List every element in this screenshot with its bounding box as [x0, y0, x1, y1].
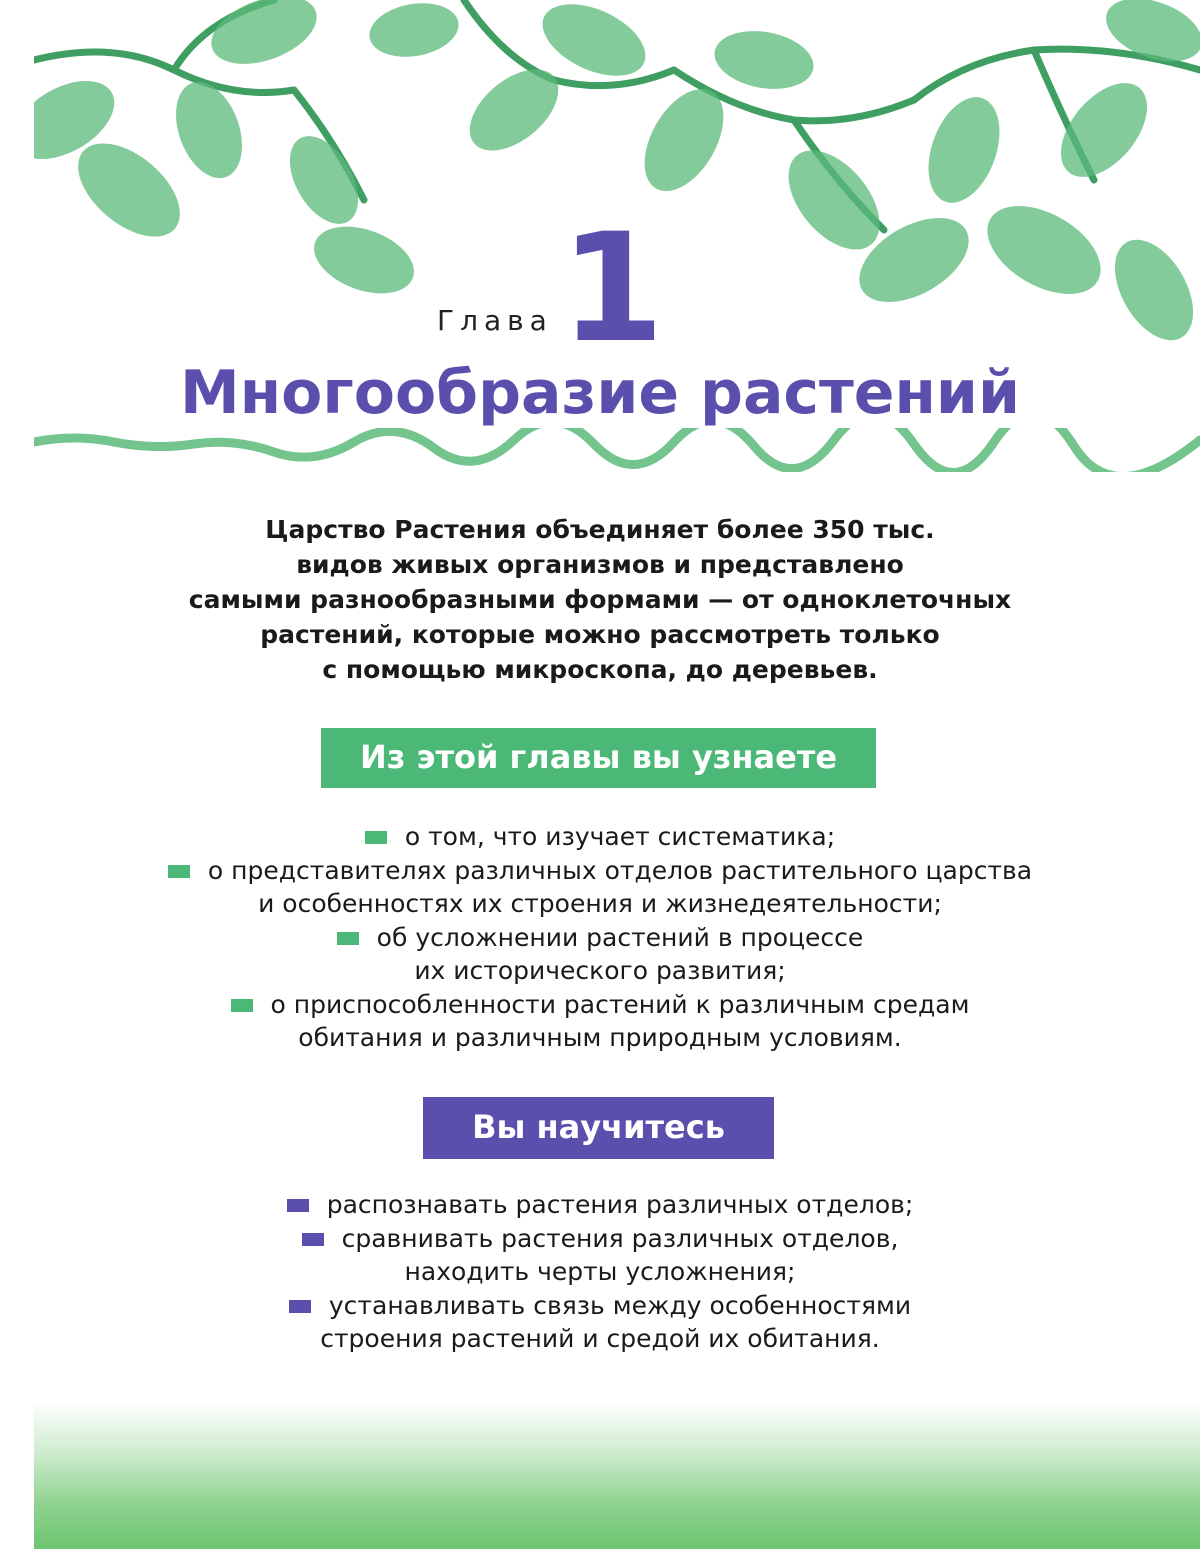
intro-paragraph	[100, 512, 1100, 687]
list-item	[100, 1188, 1100, 1222]
learn-heading: Из этой главы вы узнаете	[321, 728, 876, 788]
list-item-continuation: и особенностях их строения и жизнедеятельности;	[258, 889, 942, 918]
green-gradient-band	[34, 1400, 1200, 1549]
list-item	[100, 820, 1100, 854]
bullet-square-icon	[289, 1300, 311, 1313]
list-item-text: о приспособленности растений к различным средам	[270, 989, 970, 1019]
bullet-square-icon	[365, 831, 387, 844]
chapter-label: Глава	[437, 304, 553, 337]
wavy-divider	[34, 428, 1200, 472]
list-item-text: распознавать растения различных отделов;	[326, 1190, 914, 1219]
list-item-text: сравнивать растения различных отделов,	[341, 1223, 899, 1253]
intro-line: видов живых организмов и представлено	[296, 550, 904, 579]
list-item	[100, 921, 1100, 955]
list-item-text: устанавливать связь между особенностями	[328, 1290, 912, 1320]
list-item-text: о представителях различных отделов растительного царства	[207, 855, 1033, 885]
list-item-continuation: их исторического развития;	[414, 956, 786, 985]
bullet-square-icon	[168, 865, 190, 878]
bullet-square-icon	[287, 1199, 309, 1212]
list-item-text: об усложнении растений в процессе	[376, 922, 864, 952]
chapter-title: Многообразие растений	[180, 358, 1020, 428]
list-item	[100, 1289, 1100, 1323]
list-item	[100, 1222, 1100, 1256]
list-item-continuation: обитания и различным природным условиям.	[298, 1023, 902, 1052]
list-item-continuation: строения растений и средой их обитания.	[320, 1324, 880, 1353]
list-item	[100, 854, 1100, 888]
skills-list	[100, 1188, 1100, 1356]
intro-line: с помощью микроскопа, до деревьев.	[322, 655, 878, 684]
intro-line: самыми разнообразными формами — от одноклеточных	[188, 585, 1012, 614]
list-item-continuation: находить черты усложнения;	[404, 1257, 796, 1286]
intro-line: Царство Растения объединяет более 350 тыс.	[265, 515, 935, 544]
list-item	[100, 988, 1100, 1022]
learn-list	[100, 820, 1100, 1055]
intro-line: растений, которые можно рассмотреть только	[260, 620, 940, 649]
bullet-square-icon	[337, 932, 359, 945]
skills-heading: Вы научитесь	[423, 1097, 774, 1159]
list-item-text: о том, что изучает систематика;	[404, 822, 836, 851]
bullet-square-icon	[302, 1233, 324, 1246]
chapter-number: 1	[560, 202, 665, 376]
bullet-square-icon	[231, 999, 253, 1012]
